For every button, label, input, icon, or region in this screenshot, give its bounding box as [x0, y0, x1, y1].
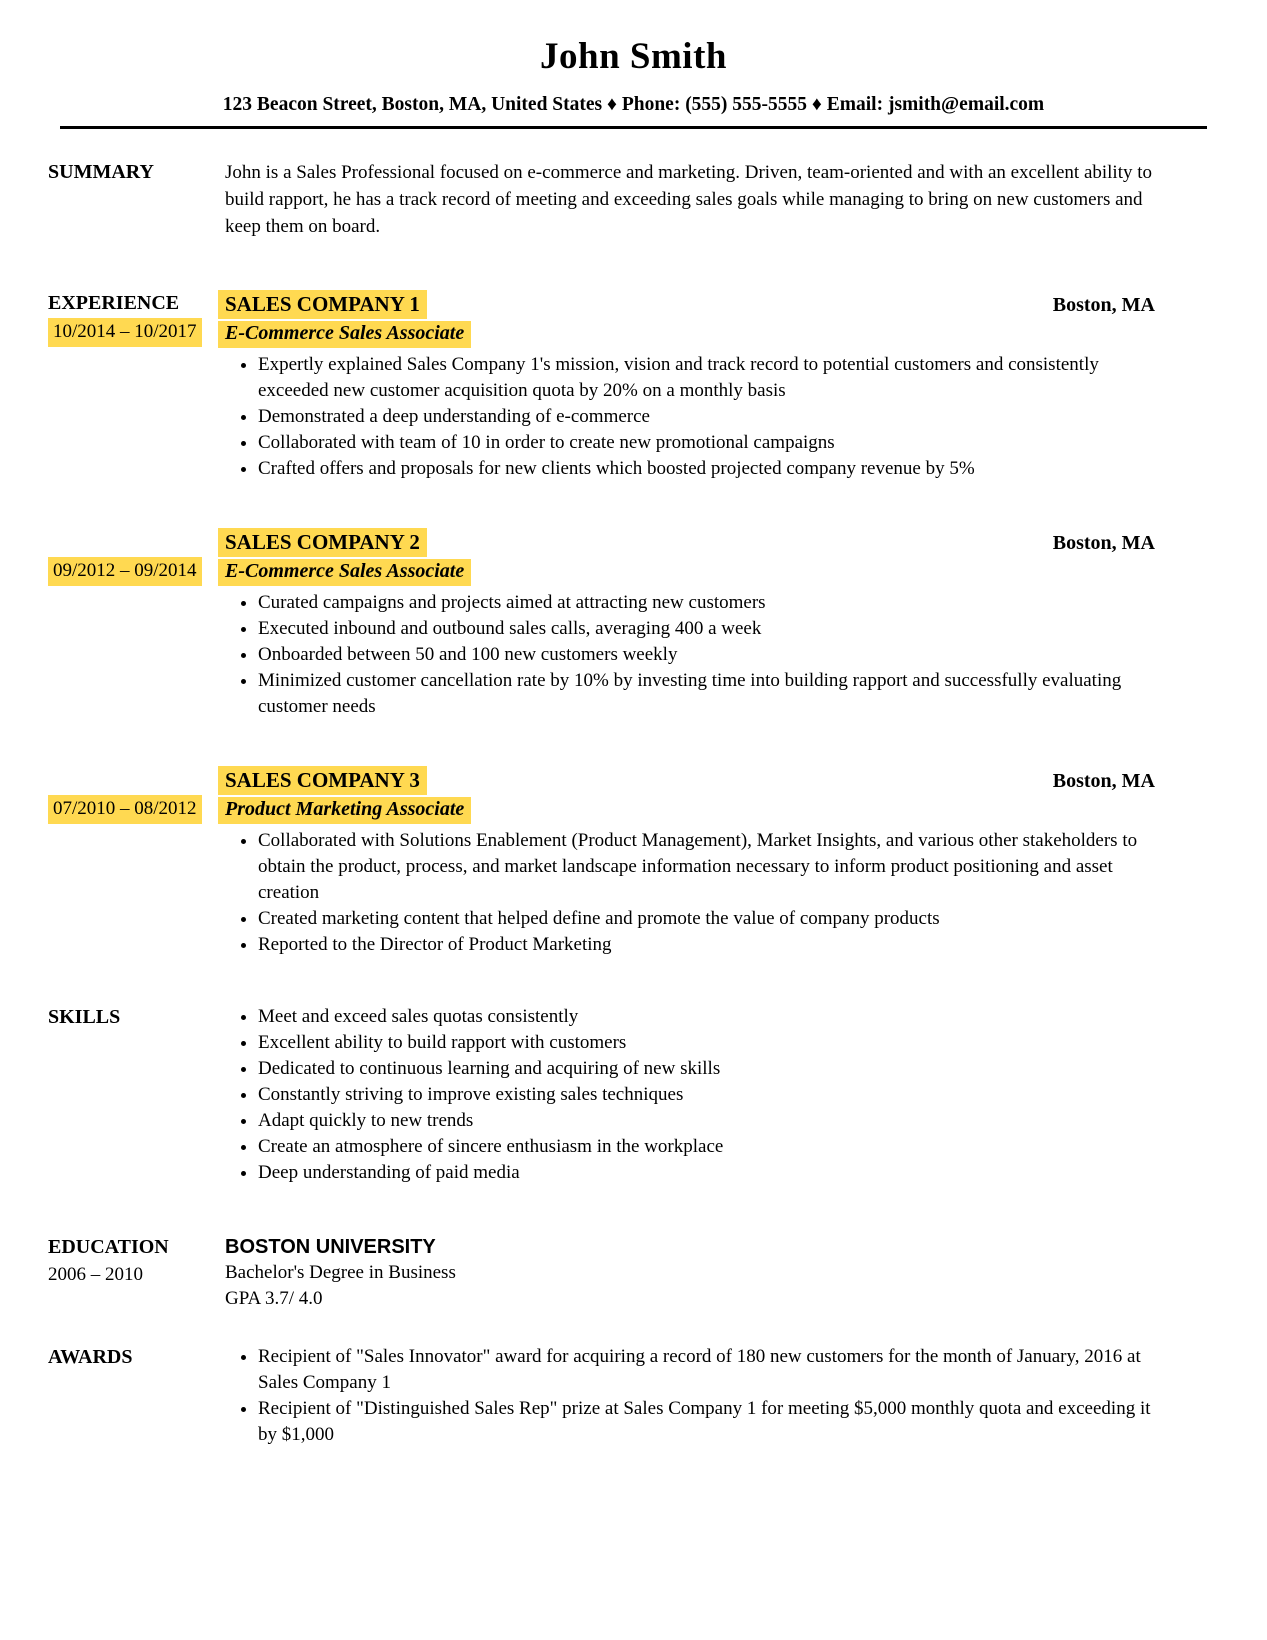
- job-3-bullets: [225, 828, 1155, 958]
- job-3-header: [225, 766, 1155, 795]
- bullet: • Expertly explained Sales Company 1's mission, vision and track record to potential customers and consistently exceeded new customer acquisition quota by 20% on a monthly basis: [258, 352, 1155, 404]
- experience-section: [48, 290, 1155, 958]
- skills-label: SKILLS: [48, 1006, 121, 1028]
- skills-bullets: [225, 1004, 1155, 1186]
- bullet: • Minimized customer cancellation rate by 10% by investing time into building rapport and successfully evaluating customer needs: [258, 668, 1155, 720]
- bullet: • Collaborated with team of 10 in order to create new promotional campaigns: [258, 430, 1155, 456]
- skills-left-column: [48, 1004, 225, 1030]
- job-3-content: [225, 766, 1155, 958]
- job-2-header: [225, 528, 1155, 557]
- bullet: • Constantly striving to improve existing sales techniques: [258, 1082, 1155, 1108]
- awards-content: [225, 1344, 1155, 1448]
- job-1-content: [225, 290, 1155, 482]
- bullet: • Curated campaigns and projects aimed at attracting new customers: [258, 590, 1155, 616]
- awards-left-column: [48, 1344, 225, 1370]
- job-title: E-Commerce Sales Associate: [218, 559, 471, 586]
- job-1-header: [225, 290, 1155, 319]
- summary-label: SUMMARY: [48, 161, 154, 183]
- company-name: SALES COMPANY 2: [218, 528, 427, 557]
- job-location: Boston, MA: [1052, 294, 1155, 316]
- job-location: Boston, MA: [1052, 532, 1155, 554]
- skills-section: [48, 1004, 1155, 1186]
- job-location: Boston, MA: [1052, 770, 1155, 792]
- bullet: • Crafted offers and proposals for new clients which boosted projected company revenue by 5%: [258, 456, 1155, 482]
- education-content: [225, 1234, 1155, 1312]
- skills-content: [225, 1004, 1155, 1186]
- resume-body: [0, 159, 1267, 1448]
- job-1-bullets: [225, 352, 1155, 482]
- bullet: • Recipient of "Sales Innovator" award for acquiring a record of 180 new customers for the month of January, 2016 at Sales Company 1: [258, 1344, 1155, 1396]
- job-entry-1: [48, 290, 1155, 482]
- bullet: • Deep understanding of paid media: [258, 1160, 1155, 1186]
- awards-label: AWARDS: [48, 1346, 133, 1368]
- gpa: GPA 3.7/ 4.0: [225, 1288, 323, 1309]
- header-divider: [60, 126, 1207, 129]
- job-entry-2: [48, 528, 1155, 720]
- job-entry-3: [48, 766, 1155, 958]
- bullet: • Demonstrated a deep understanding of e-commerce: [258, 404, 1155, 430]
- job-2-dates: 09/2012 – 09/2014: [48, 557, 202, 586]
- summary-text: John is a Sales Professional focused on e-commerce and marketing. Driven, team-oriented and with an excellent ability to build rapport, he has a track record of meeting and exceeding sales goals while managing to bring on new customers and keep them on board.: [225, 162, 1153, 237]
- bullet: • Created marketing content that helped define and promote the value of company products: [258, 906, 1155, 932]
- bullet: • Onboarded between 50 and 100 new customers weekly: [258, 642, 1155, 668]
- bullet: • Create an atmosphere of sincere enthusiasm in the workplace: [258, 1134, 1155, 1160]
- job-2-left-column: [48, 528, 225, 586]
- summary-left-column: [48, 159, 225, 185]
- company-name: SALES COMPANY 1: [218, 290, 427, 319]
- bullet: • Meet and exceed sales quotas consistently: [258, 1004, 1155, 1030]
- bullet: • Excellent ability to build rapport with customers: [258, 1030, 1155, 1056]
- bullet: • Dedicated to continuous learning and acquiring of new skills: [258, 1056, 1155, 1082]
- job-2-bullets: [225, 590, 1155, 720]
- job-1-left-column: [48, 290, 225, 347]
- job-3-dates: 07/2010 – 08/2012: [48, 795, 202, 824]
- job-title: Product Marketing Associate: [218, 797, 471, 824]
- person-name: John Smith: [540, 36, 727, 77]
- bullet: • Executed inbound and outbound sales calls, averaging 400 a week: [258, 616, 1155, 642]
- bullet: • Recipient of "Distinguished Sales Rep" prize at Sales Company 1 for meeting $5,000 monthly quota and exceeding it by $1,000: [258, 1396, 1155, 1448]
- bullet: • Reported to the Director of Product Marketing: [258, 932, 1155, 958]
- summary-content: [225, 159, 1155, 240]
- summary-section: [48, 159, 1155, 240]
- education-section: [48, 1234, 1155, 1312]
- company-name: SALES COMPANY 3: [218, 766, 427, 795]
- job-title: E-Commerce Sales Associate: [218, 321, 471, 348]
- education-label: EDUCATION: [48, 1236, 169, 1258]
- bullet: • Adapt quickly to new trends: [258, 1108, 1155, 1134]
- experience-label: EXPERIENCE: [48, 292, 180, 314]
- contact-line: 123 Beacon Street, Boston, MA, United States ♦ Phone: (555) 555-5555 ♦ Email: jsmith@email.com: [222, 94, 1045, 115]
- bullet: • Collaborated with Solutions Enablement (Product Management), Market Insights, and various other stakeholders to obtain the product, process, and market landscape information necessary to inform product positioning and asset creation: [258, 828, 1155, 906]
- degree: Bachelor's Degree in Business: [225, 1262, 456, 1283]
- resume-header: [0, 34, 1267, 129]
- education-dates: 2006 – 2010: [48, 1264, 143, 1285]
- awards-section: [48, 1344, 1155, 1448]
- education-left-column: [48, 1234, 225, 1288]
- job-3-left-column: [48, 766, 225, 824]
- school-name: BOSTON UNIVERSITY: [225, 1236, 436, 1258]
- awards-bullets: [225, 1344, 1155, 1448]
- job-2-content: [225, 528, 1155, 720]
- job-1-dates: 10/2014 – 10/2017: [48, 318, 202, 347]
